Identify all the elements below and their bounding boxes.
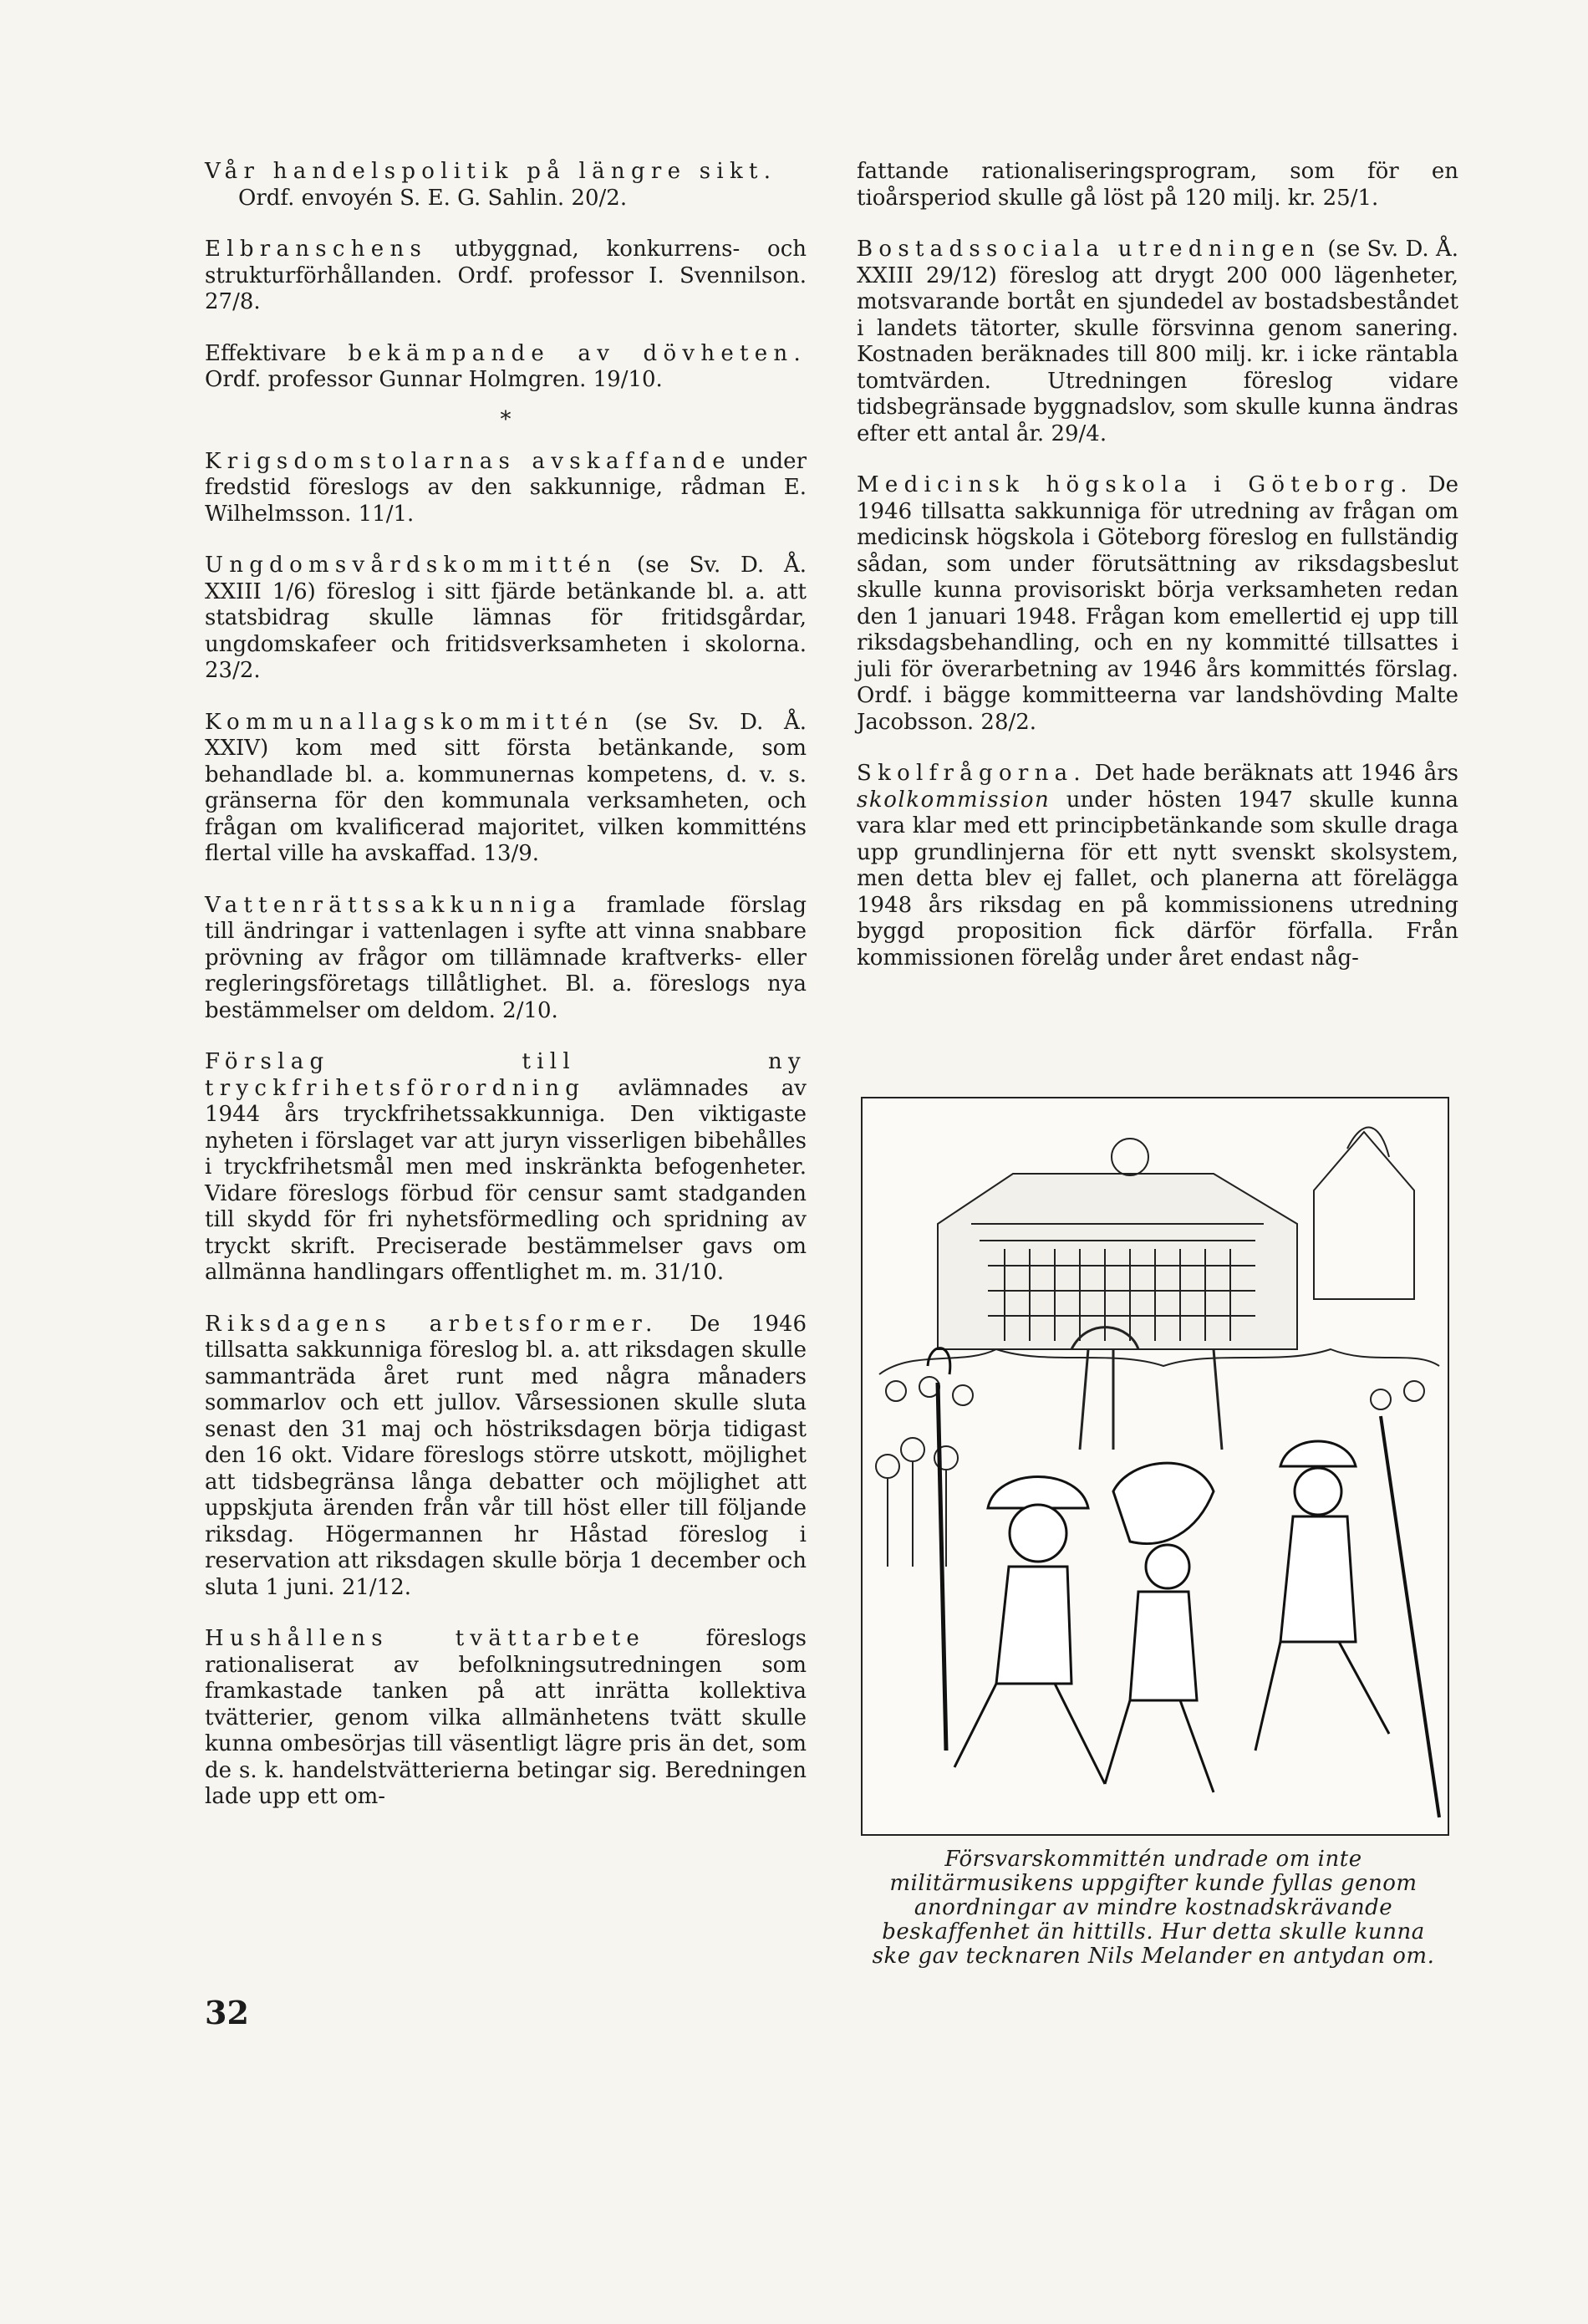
entry-heading: Riksdagens arbetsformer. <box>205 1311 659 1337</box>
entry-bostadssociala <box>857 237 1458 447</box>
entry-vattenratt <box>205 893 807 1025</box>
entry-heading-spaced: bekämpande av dövheten. <box>348 340 807 366</box>
marching-soldiers <box>928 1348 1439 1817</box>
entry-heading: Förslag till ny tryckfrihetsförordning <box>205 1049 807 1101</box>
entry-dovheten <box>205 341 807 394</box>
entry-ungdomsvard <box>205 553 807 685</box>
entry-body: föreslogs rationaliserat av befolkningsutredningen som framkastade tanken på att inrätta kollektiva tvätterier, genom vilka allmänhetens tvätt skulle kunna ombesörjas till väsentligt lägre pris än det, som de s. k. handelstvätterierna betingar sig. Beredningen lade upp ett om- <box>205 1626 807 1809</box>
entry-tryckfrihet <box>205 1049 807 1287</box>
page-number: 32 <box>205 1994 249 2031</box>
cartoon-caption: Försvarskommittén undrade om inte militärmusikens uppgifter kunde fyllas genom anordningar av mindre kostnadskrävande beskaffenhet än hittills. Hur detta skulle kunna ske gav tecknaren Nils Melander en antydan om. <box>872 1847 1435 1969</box>
entry-body: (se Sv. D. Å. XXIV) kom med sitt första betänkande, som behandlade bl. a. kommunernas kompetens, d. v. s. gränserna för den kommunala verksamheten, och frågan om kvalificerad majoritet, vilken kommitténs flertal ville ha avskaffad. 13/9. <box>205 709 807 866</box>
entry-body: under fredstid föreslogs av den sakkunnige, rådman E. Wilhelmsson. 11/1. <box>205 448 807 527</box>
entry-heading: Hushållens tvättarbete <box>205 1626 646 1651</box>
entry-body: De 1946 tillsatta sakkunniga för utredning av frågan om medicinsk högskola i Göteborg föreslog en fullständig sådan, som under förutsättning av riksdagsbeslut skulle kunna provisoriskt börja verksamheten redan den 1 januari 1948. Frågan kom emellertid ej upp till riksdagsbehandling, och en ny kommitté tillsattes i juli för överarbetning av 1946 års kommittés förslag. Ordf. i bägge kommitteerna var landshövding Malte Jacobsson. 28/2. <box>857 472 1458 735</box>
entry-heading: Effektivare <box>205 340 327 366</box>
entry-body: avlämnades av 1944 års tryckfrihetssakkunniga. Den viktigaste nyheten i förslaget var att juryn visserligen bibehålles i tryckfrihetsmål men med inskränkta befogenheter. Vidare föreslogs förbud för censur samt stadganden till skydd för fri nyhetsförmedling och spridning av tryckt skrift. Preciserade bestämmelser gavs om allmänna handlingars offentlighet m. m. 31/10. <box>205 1075 807 1285</box>
entry-elbranschens <box>205 237 807 316</box>
entry-heading: Kommunallagskommittén <box>205 709 614 735</box>
cartoon-drawing <box>863 1098 1448 1834</box>
entry-body: Det hade beräknats att 1946 års <box>1094 761 1458 786</box>
entry-body: Ordf. envoyén S. E. G. Sahlin. 20/2. <box>238 185 628 211</box>
entry-medicinsk-hogskola <box>857 472 1458 736</box>
entry-body-italic: skolkommission <box>857 787 1051 813</box>
entry-heading: Vår handelspolitik på längre sikt. <box>205 159 777 184</box>
entry-body: under hösten 1947 skulle kunna vara klar med ett principbetänkande som skulle draga upp grundlinjerna för ett nytt svenskt skolsystem, men detta blev ej fallet, och planerna att förelägga 1948 års riksdag en på kommissionens utredning byggd proposition fick därför förfalla. Från kommissionen förelåg under året endast någ- <box>857 787 1458 971</box>
entry-krigsdomstolarnas <box>205 449 807 528</box>
entry-body: De 1946 tillsatta sakkunniga föreslog bl. a. att riksdagen skulle sammanträda året runt med några månaders sommarlov och ett jullov. Vårsessionen skulle sluta senast den 31 maj och höstriksdagen börja tidigast den 16 okt. Vidare föreslogs större utskott, möjlighet att tidsbegränsa långa debatter och möjlighet att uppskjuta ärenden från vår till höst eller till följande riksdag. Högermannen hr Håstad föreslog i reservation att riksdagen skulle börja 1 december och sluta 1 juni. 21/12. <box>205 1311 807 1600</box>
palace-building <box>938 1128 1414 1349</box>
section-separator: * <box>500 406 512 432</box>
left-column <box>205 159 807 1836</box>
entry-handelspolitik <box>205 159 807 212</box>
entry-heading: Bostadssociala utredningen <box>857 237 1321 262</box>
entry-continuation: fattande rationaliseringsprogram, som för en tioårsperiod skulle gå löst på 120 milj. kr. 25/1. <box>857 159 1458 211</box>
entry-riksdagens-arbetsformer <box>205 1312 807 1602</box>
entry-heading: Elbranschens <box>205 237 428 262</box>
entry-heading: Skolfrågorna. <box>857 761 1087 786</box>
entry-hushallens <box>205 1626 807 1811</box>
entry-body: (se Sv. D. Å. XXIII 1/6) föreslog i sitt fjärde betänkande bl. a. att statsbidrag skulle lämnas för fritidsgårdar, ungdomskafeer och fritidsverksamheten i skolorna. 23/2. <box>205 553 807 683</box>
entry-heading: Ungdomsvårdskommittén <box>205 553 618 578</box>
cartoon-illustration <box>861 1097 1449 1836</box>
entry-heading: Vattenrättssakkunniga <box>205 892 583 918</box>
entry-kommunallag <box>205 710 807 868</box>
entry-skolfragorna <box>857 761 1458 971</box>
entry-body: Ordf. professor Gunnar Holmgren. 19/10. <box>205 367 663 392</box>
entry-heading: Krigsdomstolarnas avskaffande <box>205 448 731 474</box>
entry-body: (se Sv. D. Å. XXIII 29/12) föreslog att drygt 200 000 lägenheter, motsvarande bortåt en sjundedel av bostadsbeståndet i landets tätorter, skulle försvinna genom sanering. Kostnaden beräknades till 800 milj. kr. i icke räntabla tomtvärden. Utredningen föreslog vidare tidsbegränsade byggnadslov, som skulle kunna ändras efter ett antal år. 29/4. <box>857 237 1458 446</box>
right-column <box>857 159 1458 996</box>
entry-heading: Medicinsk högskola i Göteborg. <box>857 472 1413 497</box>
entry-body: framlade förslag till ändringar i vattenlagen i syfte att vinna snabbare prövning av frågor om tillämnade kraftverks- eller regleringsföretags tillåtlighet. Bl. a. föreslogs nya bestämmelser om deldom. 2/10. <box>205 892 807 1023</box>
entry-body: utbyggnad, konkurrens- och strukturförhållanden. Ordf. professor I. Svennilson. 27/8. <box>205 237 807 314</box>
